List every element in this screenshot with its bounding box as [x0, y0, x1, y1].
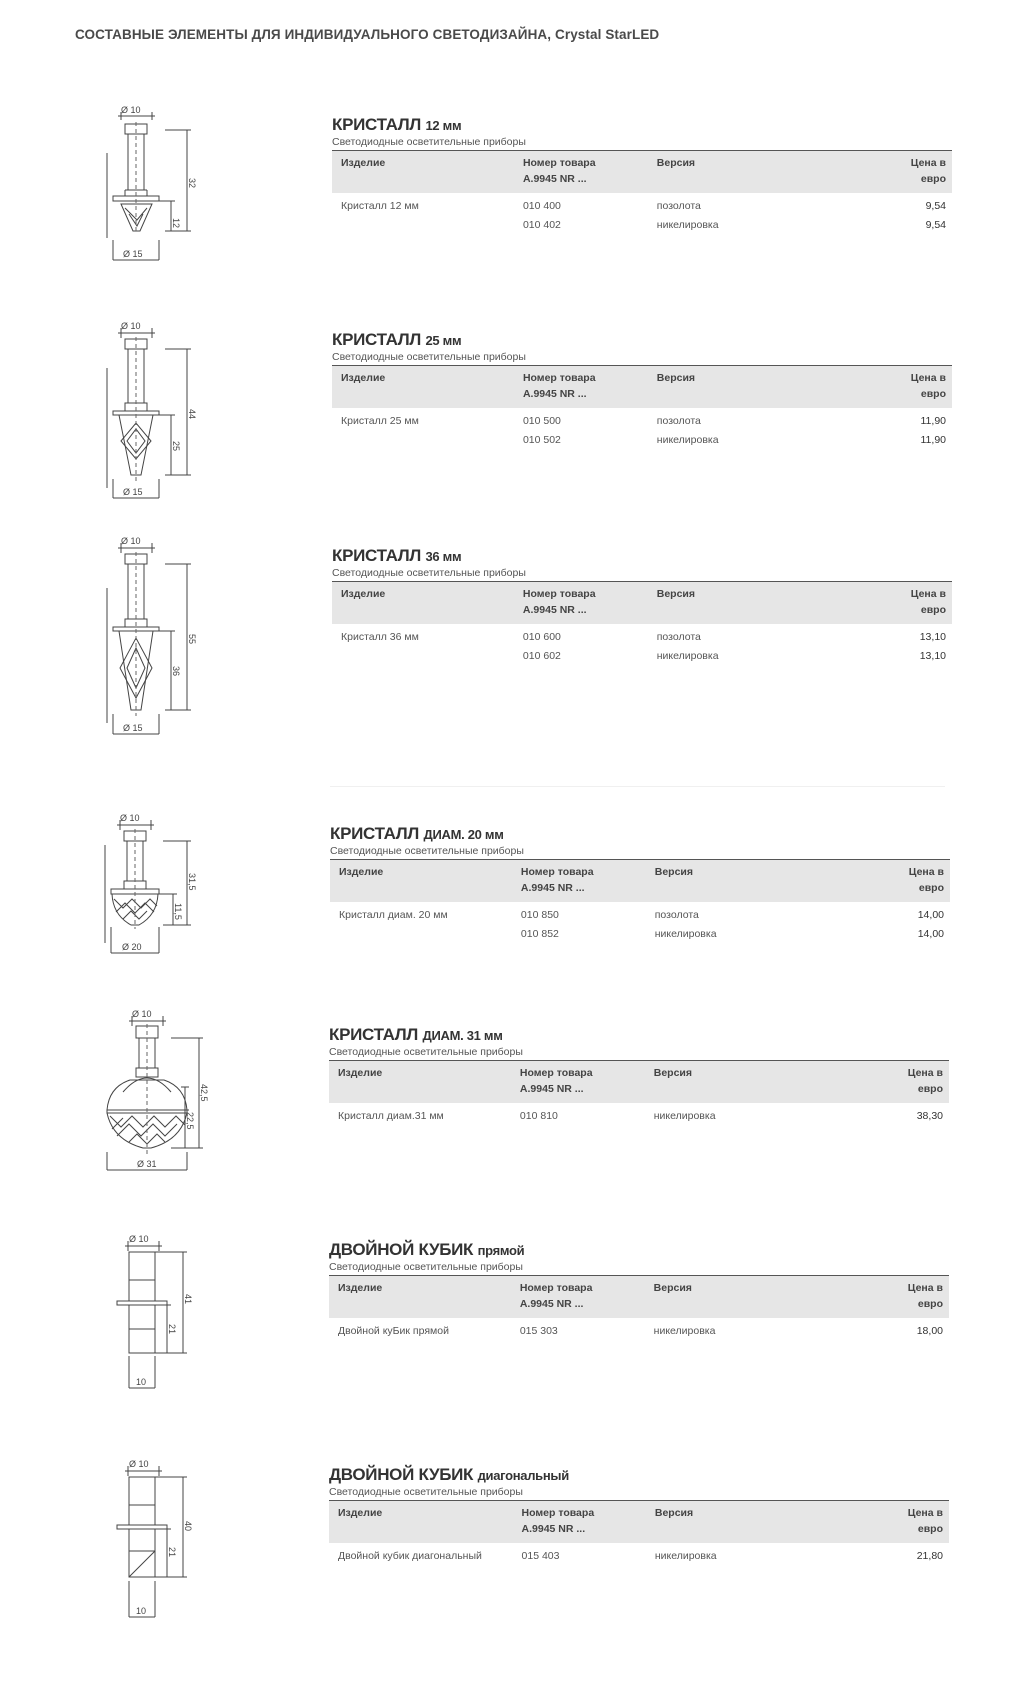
dim-bottom-dia: 10	[136, 1606, 147, 1616]
col-article: Номер товара A.9945 NR ...	[514, 366, 648, 409]
section-title-sub: 12 мм	[425, 118, 462, 133]
col-version: Версия	[648, 366, 844, 409]
section-subtitle: Светодиодные осветительные приборы	[332, 136, 526, 148]
section-title-main: КРИСТАЛЛ	[330, 824, 420, 843]
cell-product: Кристалл 12 мм	[341, 200, 419, 212]
section-title-sub: ДИАМ. 31 мм	[422, 1028, 503, 1043]
page-header-text: СОСТАВНЫЕ ЭЛЕМЕНТЫ ДЛЯ ИНДИВИДУАЛЬНОГО СВЕТОДИЗАЙНА,	[75, 27, 552, 42]
table-header-row	[332, 582, 952, 625]
cell-price: 18,00	[916, 1325, 943, 1337]
col-article: Номер товара A.9945 NR ...	[514, 151, 648, 194]
col-product: Изделие	[332, 366, 514, 409]
section-title	[329, 1240, 949, 1261]
dim-top-dia: Ø 10	[120, 813, 140, 823]
dim-bottom-dia: Ø 20	[122, 942, 142, 952]
product-section-crystal-diam-31	[329, 1025, 949, 1125]
crystal-25-drawing	[85, 323, 235, 508]
dim-total: 55	[187, 634, 197, 645]
dim-top-dia: Ø 10	[132, 1009, 152, 1019]
table-row	[329, 1318, 949, 1340]
cell-version: позолота	[654, 909, 699, 921]
technical-drawing-crystal-25	[85, 323, 235, 508]
technical-drawing-crystal-diam-31	[85, 1009, 235, 1187]
cell-article: 010 502	[522, 434, 561, 446]
cell-product: Кристалл 36 мм	[341, 631, 419, 643]
dim-top-dia: Ø 10	[121, 321, 141, 331]
col-product: Изделие	[332, 151, 514, 194]
technical-drawing-crystal-12	[85, 105, 235, 268]
col-product: Изделие	[329, 1501, 513, 1544]
table-row	[332, 193, 952, 215]
product-table	[329, 1500, 949, 1565]
cell-version: никелировка	[656, 219, 719, 231]
section-title	[329, 1025, 949, 1046]
cell-product: Кристалл диам.31 мм	[338, 1110, 444, 1122]
cell-price: 14,00	[917, 909, 944, 921]
col-price: Цена в евро	[841, 1061, 949, 1104]
section-subtitle: Светодиодные осветительные приборы	[329, 1046, 523, 1058]
col-version: Версия	[645, 1061, 841, 1104]
section-subtitle: Светодиодные осветительные приборы	[329, 1486, 523, 1498]
col-article: Номер товара A.9945 NR ...	[514, 582, 648, 625]
cell-product	[330, 924, 512, 943]
table-header-row	[332, 151, 952, 194]
section-title-sub: прямой	[477, 1243, 525, 1258]
section-title-main: КРИСТАЛЛ	[332, 330, 422, 349]
col-article: Номер товара A.9945 NR ...	[513, 1501, 646, 1544]
cell-product	[332, 430, 514, 449]
product-table	[329, 1275, 949, 1340]
dim-total: 32	[187, 178, 197, 189]
col-price: Цена в евро	[844, 151, 952, 194]
double-cube-diagonal-drawing	[85, 1461, 235, 1641]
product-table	[332, 150, 952, 234]
col-article: Номер товара A.9945 NR ...	[511, 1276, 645, 1319]
table-row	[329, 1543, 949, 1565]
dim-total: 44	[187, 409, 197, 420]
cell-product: Кристалл диам. 20 мм	[339, 909, 448, 921]
product-section-crystal-36	[332, 546, 952, 665]
cell-article: 010 602	[522, 650, 561, 662]
product-table	[330, 859, 950, 943]
section-title	[329, 1465, 949, 1486]
product-table	[332, 581, 952, 665]
product-section-crystal-12	[332, 115, 952, 234]
table-row	[332, 430, 952, 449]
cell-article: 010 852	[520, 928, 559, 940]
col-price: Цена в евро	[841, 1501, 949, 1544]
col-article: Номер товара A.9945 NR ...	[512, 860, 646, 903]
dim-part: 21	[167, 1547, 177, 1558]
dim-top-dia: Ø 10	[129, 1459, 149, 1469]
col-price: Цена в евро	[841, 1276, 949, 1319]
dim-part: 12	[171, 218, 181, 229]
product-section-crystal-diam-20	[330, 824, 950, 943]
product-section-crystal-25	[332, 330, 952, 449]
col-article: Номер товара A.9945 NR ...	[511, 1061, 645, 1104]
cell-article: 010 500	[522, 415, 561, 427]
product-section-double-cube-diagonal	[329, 1465, 949, 1565]
cell-price: 9,54	[925, 200, 946, 212]
section-title-main: КРИСТАЛЛ	[332, 546, 422, 565]
cell-product: Двойной куБик прямой	[338, 1325, 449, 1337]
table-row	[332, 215, 952, 234]
technical-drawing-double-cube-straight	[85, 1236, 235, 1406]
cell-price: 14,00	[917, 928, 944, 940]
col-version: Версия	[645, 1276, 841, 1319]
section-title	[330, 824, 950, 845]
table-row	[332, 624, 952, 646]
dim-bottom-dia: Ø 15	[123, 249, 143, 259]
cell-article: 010 600	[522, 631, 561, 643]
cell-product: Двойной кубик диагональный	[338, 1550, 482, 1562]
dim-total: 31,5	[187, 873, 197, 891]
section-subtitle: Светодиодные осветительные приборы	[330, 845, 524, 857]
cell-article: 010 402	[522, 219, 561, 231]
dim-bottom-dia: Ø 15	[123, 487, 143, 497]
col-price: Цена в евро	[844, 582, 952, 625]
technical-drawing-crystal-diam-20	[85, 815, 235, 965]
col-price: Цена в евро	[844, 366, 952, 409]
crystal-36-drawing	[85, 538, 235, 743]
table-row	[332, 408, 952, 430]
dim-part: 36	[171, 666, 181, 677]
technical-drawing-crystal-36	[85, 538, 235, 743]
dim-top-dia: Ø 10	[129, 1234, 149, 1244]
product-table	[332, 365, 952, 449]
product-section-double-cube-straight	[329, 1240, 949, 1340]
section-title-main: ДВОЙНОЙ КУБИК	[329, 1465, 474, 1484]
section-title-sub: ДИАМ. 20 мм	[423, 827, 504, 842]
col-product: Изделие	[329, 1061, 511, 1104]
dim-bottom-dia: 10	[136, 1377, 147, 1387]
cell-article: 010 810	[519, 1110, 558, 1122]
section-title-sub: диагональный	[477, 1468, 569, 1483]
cell-product: Кристалл 25 мм	[341, 415, 419, 427]
cell-version: позолота	[656, 200, 701, 212]
dim-part: 22,5	[185, 1112, 195, 1130]
cell-article: 015 303	[519, 1325, 558, 1337]
dim-top-dia: Ø 10	[121, 536, 141, 546]
cell-price: 9,54	[925, 219, 946, 231]
col-version: Версия	[648, 582, 844, 625]
table-header-row	[332, 366, 952, 409]
product-table	[329, 1060, 949, 1125]
dim-top-dia: Ø 10	[121, 105, 141, 115]
double-cube-straight-drawing	[85, 1236, 235, 1406]
cell-price: 11,90	[920, 415, 946, 427]
table-header-row	[329, 1501, 949, 1544]
crystal-12-drawing	[85, 105, 235, 268]
section-title-sub: 36 мм	[425, 549, 462, 564]
divider	[330, 786, 945, 787]
col-price: Цена в евро	[842, 860, 950, 903]
table-header-row	[329, 1061, 949, 1104]
section-subtitle: Светодиодные осветительные приборы	[329, 1261, 523, 1273]
cell-version: никелировка	[653, 1325, 716, 1337]
col-product: Изделие	[329, 1276, 511, 1319]
cell-version: никелировка	[653, 1110, 716, 1122]
cell-price: 13,10	[919, 631, 946, 643]
col-product: Изделие	[330, 860, 512, 903]
dim-bottom-dia: Ø 15	[123, 723, 143, 733]
table-row	[330, 924, 950, 943]
cell-version: никелировка	[654, 1550, 717, 1562]
section-title	[332, 330, 952, 351]
dim-total: 40	[183, 1521, 193, 1532]
section-title-main: КРИСТАЛЛ	[332, 115, 422, 134]
section-title-main: ДВОЙНОЙ КУБИК	[329, 1240, 474, 1259]
cell-price: 38,30	[916, 1110, 943, 1122]
cell-version: позолота	[656, 415, 701, 427]
col-version: Версия	[648, 151, 844, 194]
cell-price: 13,10	[919, 650, 946, 662]
cell-price: 11,90	[920, 434, 946, 446]
cell-product	[332, 215, 514, 234]
dim-part: 11,5	[173, 903, 183, 920]
dim-part: 21	[167, 1324, 177, 1335]
page-header-brand: Crystal StarLED	[555, 27, 660, 42]
table-header-row	[329, 1276, 949, 1319]
cell-article: 015 403	[521, 1550, 560, 1562]
section-title-main: КРИСТАЛЛ	[329, 1025, 419, 1044]
table-header-row	[330, 860, 950, 903]
crystal-diam-20-drawing	[85, 815, 235, 965]
col-product: Изделие	[332, 582, 514, 625]
section-title-sub: 25 мм	[425, 333, 462, 348]
crystal-diam-31-drawing	[85, 1009, 235, 1187]
cell-price: 21,80	[916, 1550, 943, 1562]
section-title	[332, 115, 952, 136]
dim-total: 41	[183, 1294, 193, 1305]
page-header	[75, 27, 659, 42]
cell-product	[332, 646, 514, 665]
dim-part: 25	[171, 441, 181, 452]
cell-version: никелировка	[654, 928, 717, 940]
table-row	[329, 1103, 949, 1125]
cell-version: никелировка	[656, 650, 719, 662]
section-subtitle: Светодиодные осветительные приборы	[332, 567, 526, 579]
dim-total: 42,5	[199, 1084, 209, 1102]
section-title	[332, 546, 952, 567]
dim-bottom-dia: Ø 31	[137, 1159, 157, 1169]
technical-drawing-double-cube-diagonal	[85, 1461, 235, 1641]
cell-article: 010 400	[522, 200, 561, 212]
col-version: Версия	[646, 860, 842, 903]
cell-version: никелировка	[656, 434, 719, 446]
table-row	[330, 902, 950, 924]
col-version: Версия	[646, 1501, 841, 1544]
table-row	[332, 646, 952, 665]
cell-version: позолота	[656, 631, 701, 643]
section-subtitle: Светодиодные осветительные приборы	[332, 351, 526, 363]
cell-article: 010 850	[520, 909, 559, 921]
